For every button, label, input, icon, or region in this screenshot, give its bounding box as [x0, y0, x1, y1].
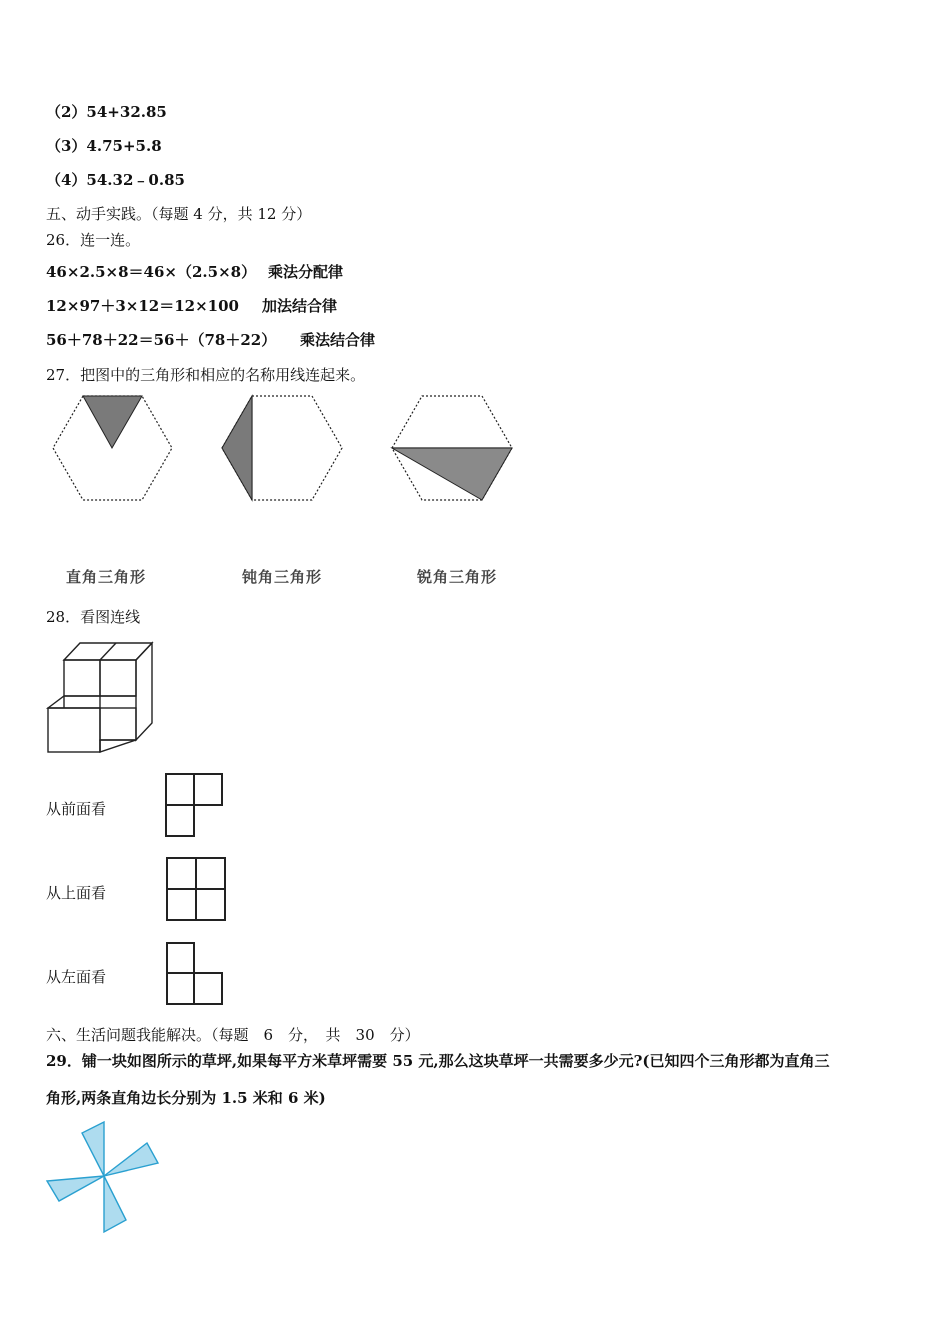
view-top-label: 从上面看 — [46, 884, 107, 902]
q29-line-1: 29．铺一块如图所示的草坪,如果每平方米草坪需要 55 元,那么这块草坪一共需要多少元?(已知四个三角形都为直角三 — [46, 1052, 830, 1070]
q26-law-2: 加法结合律 — [262, 297, 338, 315]
q29-line-2: 角形,两条直角边长分别为 1.5 米和 6 米) — [46, 1089, 326, 1107]
lawn-triangle-top — [82, 1122, 104, 1176]
label-acute-triangle: 锐角三角形 — [417, 568, 498, 586]
q27-title: 27．把图中的三角形和相应的名称用线连起来。 — [46, 366, 366, 384]
label-obtuse-triangle: 钝角三角形 — [242, 568, 323, 586]
q26-expr-1: 46×2.5×8＝46×（2.5×8） — [46, 263, 257, 281]
q26-law-1: 乘法分配律 — [268, 263, 344, 281]
calc-item-3: （3）4.75+5.8 — [46, 137, 162, 155]
section-6-title: 六、生活问题我能解决。（每题 6 分， 共 30 分） — [46, 1026, 420, 1044]
q26-title: 26．连一连。 — [46, 231, 141, 249]
lawn-triangle-right — [104, 1143, 158, 1176]
calc-item-2: （2）54+32.85 — [46, 103, 167, 121]
view-left-label: 从左面看 — [46, 968, 107, 986]
q28-title: 28．看图连线 — [46, 608, 141, 626]
label-right-triangle: 直角三角形 — [66, 568, 147, 586]
q26-expr-3: 56＋78＋22＝56＋（78＋22） — [46, 331, 277, 349]
q26-expr-2: 12×97＋3×12＝12×100 — [46, 297, 239, 315]
section-5-title: 五、动手实践。（每题 4 分，共 12 分） — [46, 205, 312, 223]
calc-item-4: （4）54.32﹣0.85 — [46, 171, 185, 189]
q26-law-3: 乘法结合律 — [300, 331, 376, 349]
lawn-triangle-bottom — [104, 1176, 126, 1232]
lawn-triangle-left — [47, 1176, 104, 1201]
view-front-label: 从前面看 — [46, 800, 107, 818]
